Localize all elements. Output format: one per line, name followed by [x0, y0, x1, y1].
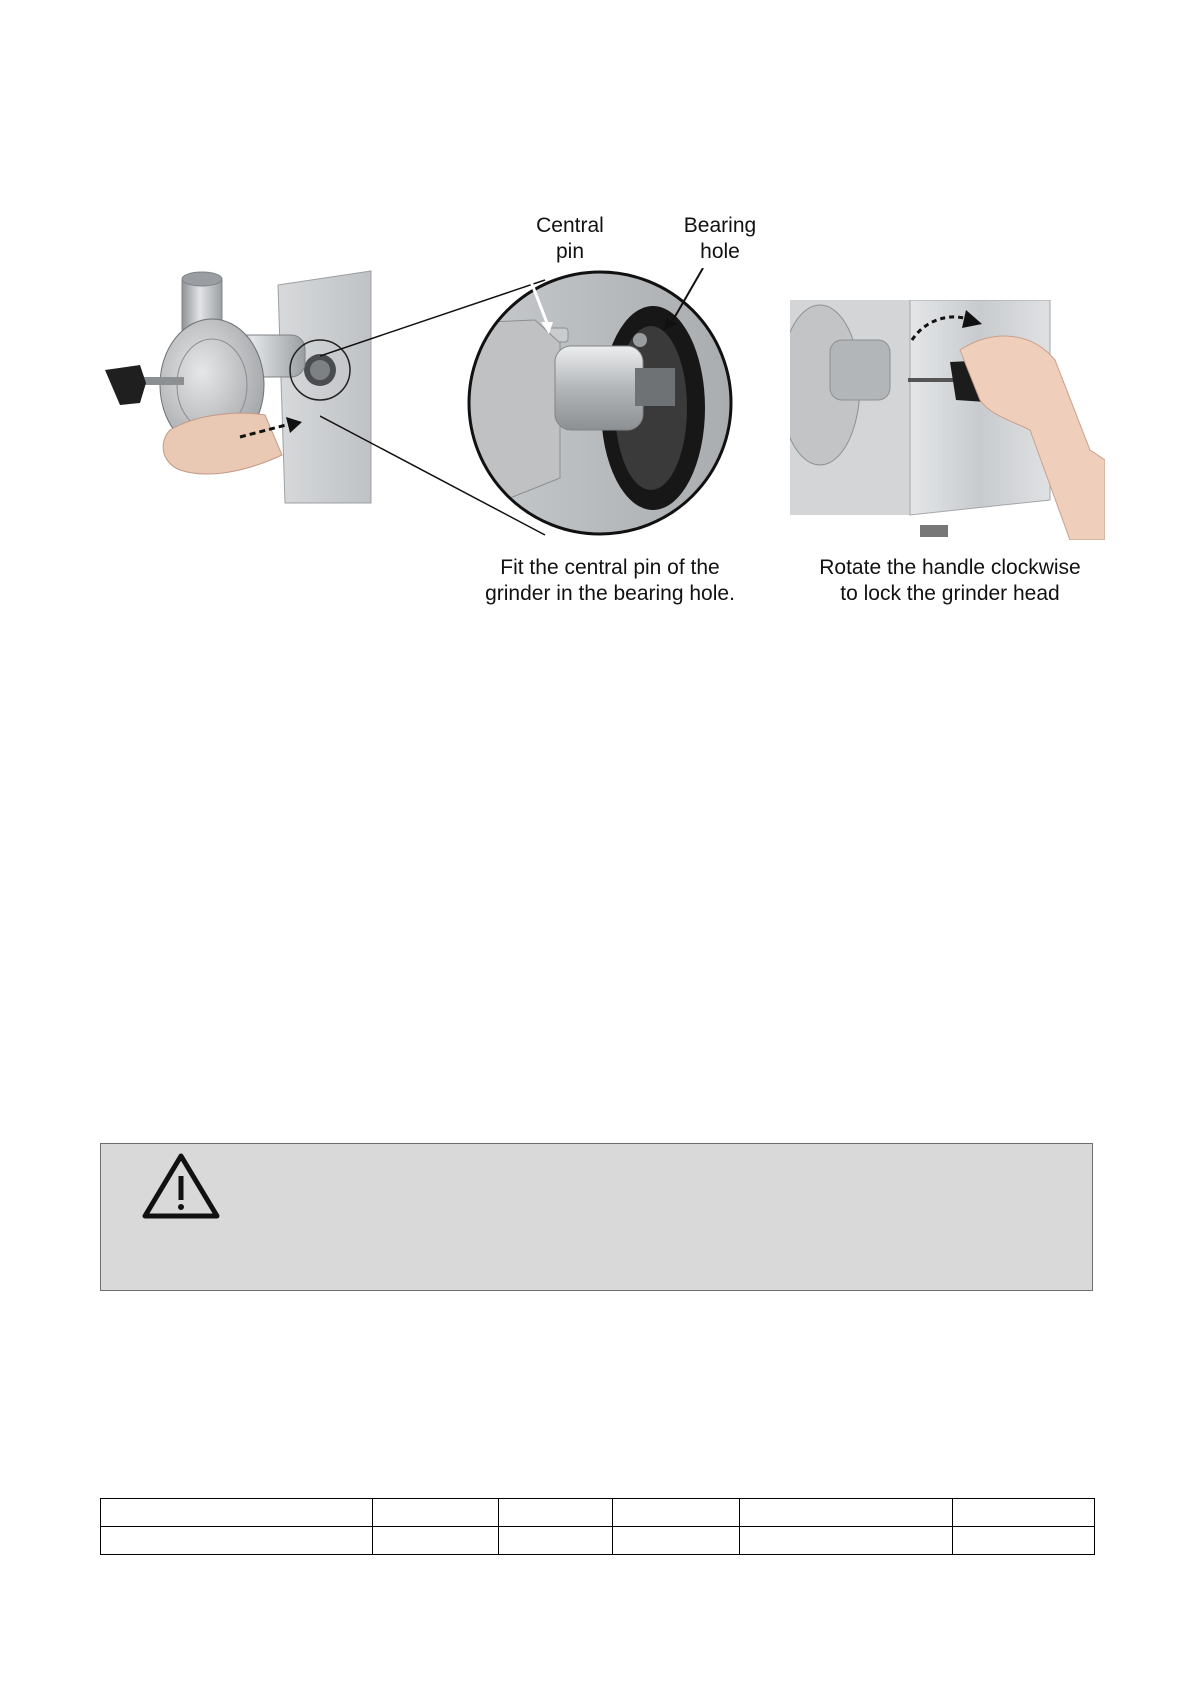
- caption-fit-pin: [460, 555, 760, 607]
- warning-triangle-icon: [141, 1150, 221, 1222]
- callout-bearing-hole-line1: Bearing: [683, 214, 757, 237]
- table-cell: [613, 1499, 740, 1527]
- table-cell: [740, 1527, 953, 1555]
- table-cell: [613, 1527, 740, 1555]
- table-cell: [740, 1499, 953, 1527]
- callout-central-pin-line2: pin: [555, 240, 585, 263]
- table-row: [101, 1527, 1095, 1555]
- photo-pin-bearing-closeup: [465, 268, 735, 538]
- callout-central-pin: [510, 213, 630, 265]
- table-cell: [953, 1527, 1095, 1555]
- table-cell: [372, 1499, 498, 1527]
- table-cell: [498, 1527, 613, 1555]
- caption-rotate-handle: [795, 555, 1105, 607]
- table-cell: [372, 1527, 498, 1555]
- table-cell: [101, 1527, 373, 1555]
- caption-rotate-handle-line2: to lock the grinder head: [840, 582, 1060, 605]
- warning-box: [100, 1143, 1093, 1291]
- spec-table: [100, 1498, 1095, 1555]
- photo-rotate-handle: [790, 300, 1105, 540]
- caption-rotate-handle-line1: Rotate the handle clockwise: [819, 556, 1081, 579]
- table-row: [101, 1499, 1095, 1527]
- callout-central-pin-line1: Central: [536, 214, 604, 237]
- caption-fit-pin-line1: Fit the central pin of the: [500, 556, 720, 579]
- table-cell: [498, 1499, 613, 1527]
- caption-fit-pin-line2: grinder in the bearing hole.: [485, 582, 735, 605]
- callout-bearing-hole: [660, 213, 780, 265]
- table-cell: [953, 1499, 1095, 1527]
- callout-bearing-hole-line2: hole: [700, 240, 740, 263]
- table-cell: [101, 1499, 373, 1527]
